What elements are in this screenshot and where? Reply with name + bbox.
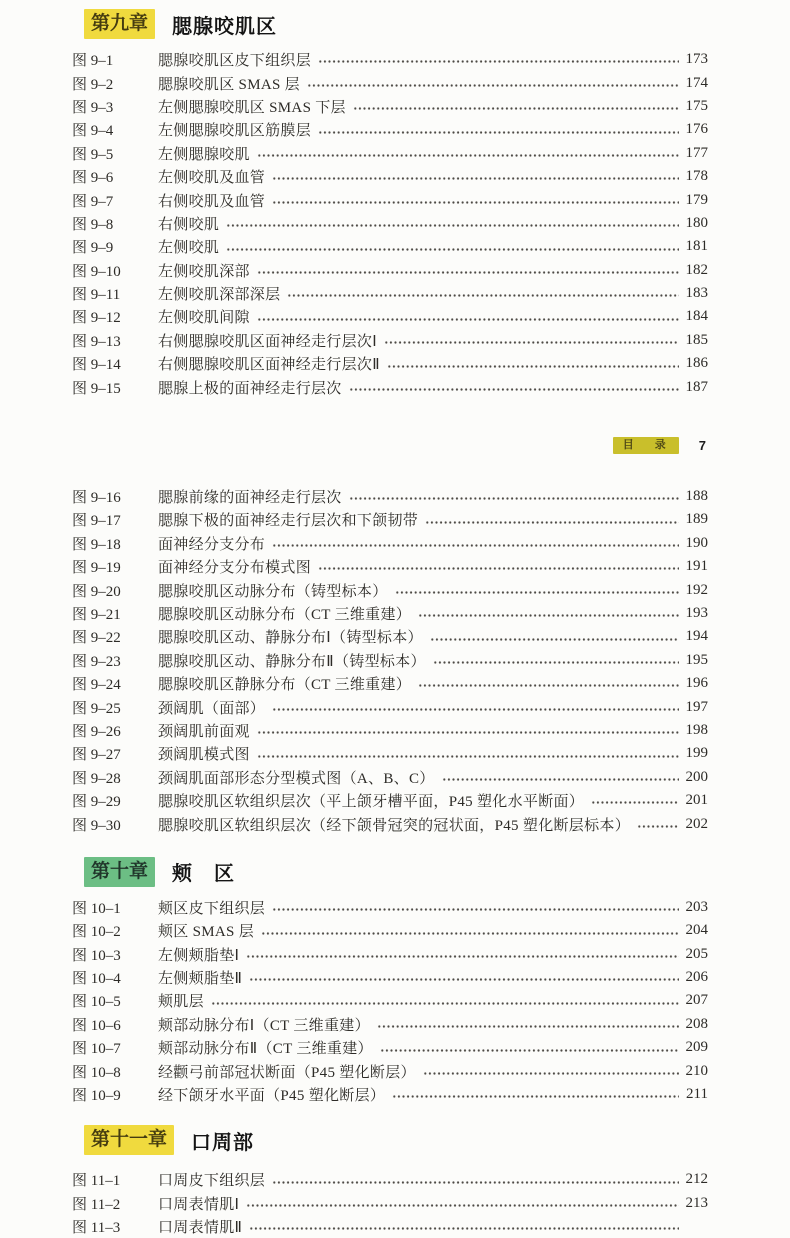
toc-entry (72, 625, 708, 648)
page-number: 206 (685, 969, 708, 986)
figure-title: 经下颌牙水平面（P45 塑化断层） (158, 1088, 386, 1105)
page-number: 178 (685, 168, 708, 185)
dot-leader (257, 259, 679, 282)
toc-entry-group (72, 1168, 708, 1238)
figure-title: 腮腺咬肌区软组织层次（经下颌骨冠突的冠状面，P45 塑化断层标本） (158, 817, 630, 834)
figure-label: 图 10–9 (72, 1088, 121, 1105)
figure-label: 图 10–2 (72, 924, 121, 941)
dot-leader (249, 1215, 679, 1238)
figure-label: 图 9–23 (72, 653, 121, 670)
figure-title: 腮腺咬肌区动、静脉分布Ⅰ（铸型标本） (158, 630, 423, 647)
dot-leader (257, 719, 679, 742)
toc-entry (72, 259, 708, 282)
page-number: 207 (685, 992, 708, 1009)
page-number: 197 (685, 698, 708, 715)
figure-title: 颈阔肌面部形态分型模式图（A、B、C） (158, 770, 435, 787)
dot-leader (384, 329, 679, 352)
chapter-heading (84, 1124, 708, 1156)
dot-leader (211, 989, 679, 1012)
figure-title: 左侧咬肌间隙 (158, 310, 250, 327)
toc-entry (72, 812, 708, 835)
page-number: 176 (685, 121, 708, 138)
figure-title: 颊部动脉分布Ⅱ（CT 三维重建） (158, 1041, 373, 1058)
toc-entry (72, 989, 708, 1012)
toc-entry (72, 165, 708, 188)
figure-title: 颈阔肌前面观 (158, 723, 250, 740)
figure-title: 腮腺下极的面神经走行层次和下颌韧带 (158, 513, 419, 530)
toc-entry (72, 578, 708, 601)
toc-entry (72, 1215, 708, 1238)
figure-title: 腮腺上极的面神经走行层次 (158, 380, 342, 397)
figure-label: 图 9–16 (72, 490, 121, 507)
toc-entry-group (72, 485, 708, 836)
toc-entry (72, 142, 708, 165)
figure-title: 左侧腮腺咬肌区筋膜层 (158, 123, 312, 140)
dot-leader (349, 485, 679, 508)
toc-entry (72, 532, 708, 555)
chapter-number-badge: 第十章 (84, 857, 155, 887)
toc-entry (72, 1036, 708, 1059)
figure-title: 左侧腮腺咬肌区 SMAS 下层 (158, 99, 346, 116)
toc-entry (72, 742, 708, 765)
figure-title: 经颧弓前部冠状断面（P45 塑化断层） (158, 1064, 416, 1081)
figure-label: 图 10–1 (72, 900, 121, 917)
figure-label: 图 9–14 (72, 357, 121, 374)
toc-entry (72, 48, 708, 71)
toc-entry (72, 118, 708, 141)
toc-entry (72, 282, 708, 305)
page-number: 174 (685, 74, 708, 91)
page-number: 213 (685, 1194, 708, 1211)
toc-entry (72, 1192, 708, 1215)
figure-title: 腮腺咬肌区软组织层次（平上颌牙槽平面，P45 塑化水平断面） (158, 794, 585, 811)
dot-leader (392, 1083, 679, 1106)
page-number: 179 (685, 191, 708, 208)
dot-leader (307, 71, 679, 94)
figure-label: 图 9–29 (72, 794, 121, 811)
dot-leader (349, 375, 679, 398)
figure-title: 左侧咬肌及血管 (158, 170, 266, 187)
toc-entry (72, 766, 708, 789)
page-number: 173 (685, 51, 708, 68)
figure-label: 图 10–8 (72, 1064, 121, 1081)
dot-leader (272, 165, 679, 188)
dot-leader (423, 1059, 679, 1082)
chapter-title: 颊 区 (172, 863, 236, 886)
figure-title: 左侧咬肌深部 (158, 263, 250, 280)
toc-entry (72, 919, 708, 942)
toc-entry-group (72, 48, 708, 399)
toc-entry-group (72, 896, 708, 1107)
toc-label-badge: 目 录 (613, 437, 679, 454)
figure-title: 颊区皮下组织层 (158, 900, 266, 917)
dot-leader (257, 142, 679, 165)
figure-label: 图 9–22 (72, 630, 121, 647)
dot-leader (272, 1168, 679, 1191)
figure-title: 面神经分支分布模式图 (158, 560, 312, 577)
figure-label: 图 9–28 (72, 770, 121, 787)
page-number: 184 (685, 308, 708, 325)
dot-leader (395, 578, 679, 601)
dot-leader (246, 943, 679, 966)
dot-leader (318, 118, 679, 141)
toc-entry (72, 485, 708, 508)
figure-title: 右侧腮腺咬肌区面神经走行层次Ⅱ (158, 357, 380, 374)
toc-entry (72, 375, 708, 398)
figure-title: 腮腺前缘的面神经走行层次 (158, 490, 342, 507)
dot-leader (418, 602, 679, 625)
dot-leader (433, 649, 679, 672)
figure-title: 腮腺咬肌区皮下组织层 (158, 53, 312, 70)
dot-leader (257, 305, 679, 328)
figure-label: 图 9–11 (72, 287, 121, 304)
figure-label: 图 9–20 (72, 583, 121, 600)
chapter-title: 口周部 (191, 1131, 255, 1154)
page-number: 194 (685, 628, 708, 645)
toc-entry (72, 896, 708, 919)
dot-leader (272, 532, 679, 555)
figure-title: 腮腺咬肌区 SMAS 层 (158, 76, 300, 93)
dot-leader (637, 812, 679, 835)
page-number: 195 (685, 651, 708, 668)
page-number: 203 (685, 898, 708, 915)
toc-entry (72, 649, 708, 672)
figure-label: 图 9–4 (72, 123, 114, 140)
page-number: 208 (685, 1015, 708, 1032)
figure-label: 图 9–17 (72, 513, 121, 530)
page-number: 180 (685, 214, 708, 231)
figure-label: 图 9–18 (72, 536, 121, 553)
page-number: 177 (685, 144, 708, 161)
page-number: 199 (685, 745, 708, 762)
page-number: 181 (685, 238, 708, 255)
figure-title: 口周表情肌Ⅰ (158, 1196, 240, 1213)
figure-label: 图 9–3 (72, 99, 114, 116)
figure-title: 左侧颊脂垫Ⅰ (158, 947, 240, 964)
figure-label: 图 10–4 (72, 971, 121, 988)
chapter-number-badge: 第十一章 (84, 1125, 174, 1155)
figure-label: 图 10–5 (72, 994, 121, 1011)
figure-label: 图 9–15 (72, 380, 121, 397)
figure-title: 颈阔肌（面部） (158, 700, 266, 717)
page-number: 183 (685, 285, 708, 302)
folio-page-number: 7 (698, 437, 706, 453)
toc-entry (72, 508, 708, 531)
chapter-heading (84, 8, 708, 40)
page-number: 189 (685, 511, 708, 528)
figure-label: 图 9–26 (72, 723, 121, 740)
dot-leader (272, 188, 679, 211)
dot-leader (261, 919, 679, 942)
page-number: 210 (685, 1062, 708, 1079)
figure-label: 图 9–9 (72, 240, 114, 257)
dot-leader (425, 508, 679, 531)
page-number: 201 (685, 792, 708, 809)
figure-label: 图 11–2 (72, 1196, 121, 1213)
dot-leader (226, 235, 679, 258)
figure-label: 图 9–12 (72, 310, 121, 327)
toc-entry (72, 71, 708, 94)
figure-title: 腮腺咬肌区动、静脉分布Ⅱ（铸型标本） (158, 653, 426, 670)
toc-entry (72, 602, 708, 625)
figure-title: 左侧咬肌深部深层 (158, 287, 281, 304)
toc-entry (72, 1013, 708, 1036)
dot-leader (246, 1192, 679, 1215)
dot-leader (257, 742, 679, 765)
dot-leader (249, 966, 679, 989)
chapter-number-badge: 第九章 (84, 9, 155, 39)
page-number: 200 (685, 768, 708, 785)
toc-entry (72, 789, 708, 812)
page-number: 205 (685, 945, 708, 962)
toc-entry (72, 719, 708, 742)
figure-title: 右侧咬肌 (158, 216, 220, 233)
toc-entry (72, 95, 708, 118)
dot-leader (318, 48, 679, 71)
figure-title: 右侧咬肌及血管 (158, 193, 266, 210)
figure-label: 图 9–30 (72, 817, 121, 834)
figure-label: 图 9–13 (72, 333, 121, 350)
page-number: 192 (685, 581, 708, 598)
toc-entry (72, 555, 708, 578)
toc-entry (72, 672, 708, 695)
dot-leader (387, 352, 679, 375)
page-number: 212 (685, 1171, 708, 1188)
figure-label: 图 9–8 (72, 216, 114, 233)
page-number: 187 (685, 378, 708, 395)
figure-title: 颈阔肌模式图 (158, 747, 250, 764)
page-number: 190 (685, 534, 708, 551)
chapter-heading (84, 856, 708, 888)
dot-leader (591, 789, 679, 812)
figure-label: 图 9–7 (72, 193, 114, 210)
dot-leader (287, 282, 679, 305)
toc-entry (72, 1168, 708, 1191)
page-number: 209 (685, 1039, 708, 1056)
toc-entry (72, 943, 708, 966)
page-number: 185 (685, 331, 708, 348)
page-number: 196 (685, 675, 708, 692)
page-number: 202 (685, 815, 708, 832)
figure-label: 图 9–27 (72, 747, 121, 764)
figure-title: 口周表情肌Ⅱ (158, 1220, 243, 1237)
page-number: 186 (685, 355, 708, 372)
dot-leader (377, 1013, 679, 1036)
figure-title: 口周皮下组织层 (158, 1173, 266, 1190)
dot-leader (418, 672, 679, 695)
figure-label: 图 11–3 (72, 1220, 121, 1237)
toc-entry (72, 352, 708, 375)
figure-label: 图 9–10 (72, 263, 121, 280)
dot-leader (442, 766, 679, 789)
toc-entry (72, 235, 708, 258)
figure-title: 颊区 SMAS 层 (158, 924, 255, 941)
dot-leader (353, 95, 679, 118)
dot-leader (226, 212, 679, 235)
page-number: 193 (685, 605, 708, 621)
figure-label: 图 9–6 (72, 170, 114, 187)
figure-label: 图 10–3 (72, 947, 121, 964)
figure-label: 图 9–2 (72, 76, 114, 93)
toc-entry (72, 1059, 708, 1082)
figure-title: 腮腺咬肌区动脉分布（铸型标本） (158, 583, 388, 600)
figure-title: 腮腺咬肌区动脉分布（CT 三维重建） (158, 607, 412, 623)
toc-entry (72, 212, 708, 235)
toc-content (72, 8, 708, 1238)
figure-title: 颊部动脉分布Ⅰ（CT 三维重建） (158, 1017, 370, 1034)
toc-entry (72, 188, 708, 211)
figure-title: 颊肌层 (158, 994, 204, 1011)
figure-label: 图 9–24 (72, 677, 121, 694)
figure-label: 图 10–6 (72, 1017, 121, 1034)
figure-title: 右侧腮腺咬肌区面神经走行层次Ⅰ (158, 333, 377, 350)
running-page-header (72, 437, 708, 454)
figure-label: 图 9–25 (72, 700, 121, 717)
dot-leader (272, 695, 679, 718)
toc-entry (72, 966, 708, 989)
dot-leader (380, 1036, 679, 1059)
page-number: 191 (685, 558, 708, 575)
dot-leader (430, 625, 679, 648)
figure-label: 图 10–7 (72, 1041, 121, 1058)
dot-leader (318, 555, 679, 578)
figure-label: 图 11–1 (72, 1173, 121, 1190)
dot-leader (272, 896, 679, 919)
page-number: 175 (685, 97, 708, 114)
toc-entry (72, 695, 708, 718)
chapter-title: 腮腺咬肌区 (172, 15, 278, 38)
figure-title: 左侧腮腺咬肌 (158, 146, 250, 163)
figure-title: 腮腺咬肌区静脉分布（CT 三维重建） (158, 677, 412, 694)
figure-title: 左侧颊脂垫Ⅱ (158, 971, 243, 988)
figure-label: 图 9–1 (72, 53, 114, 70)
figure-label: 图 9–5 (72, 146, 114, 163)
page-number: 182 (685, 261, 708, 278)
page-number: 204 (685, 922, 708, 939)
page-number: 198 (685, 721, 708, 738)
toc-entry (72, 329, 708, 352)
page-number: 188 (685, 488, 708, 505)
toc-entry (72, 305, 708, 328)
page-number: 211 (686, 1086, 708, 1103)
figure-label: 图 9–21 (72, 607, 121, 623)
toc-entry (72, 1083, 708, 1106)
figure-label: 图 9–19 (72, 560, 121, 577)
figure-title: 面神经分支分布 (158, 536, 266, 553)
figure-title: 左侧咬肌 (158, 240, 220, 257)
